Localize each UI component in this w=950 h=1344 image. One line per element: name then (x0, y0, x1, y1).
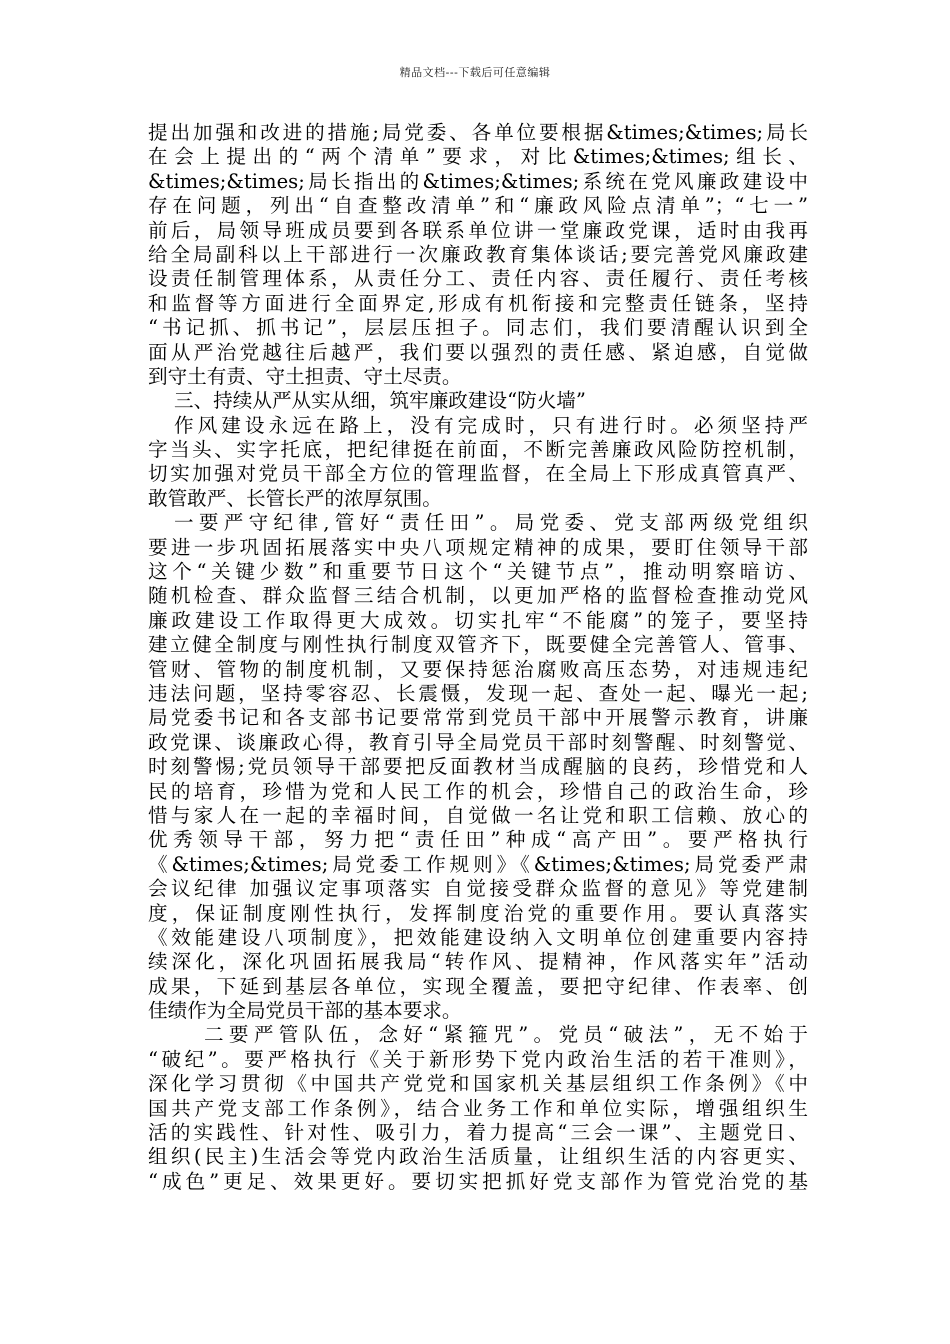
text-line: 组织(民主)生活会等党内政治生活质量，让组织生活的内容更实、 (148, 1145, 808, 1169)
text-line: 惜与家人在一起的幸福时间，自觉做一名让党和职工信赖、放心的 (148, 803, 808, 827)
text-line: 《效能建设八项制度》，把效能建设纳入文明单位创建重要内容持 (148, 925, 808, 949)
text-line: 给全局副科以上干部进行一次廉政教育集体谈话;要完善党风廉政建 (148, 242, 808, 266)
text-line: 佳绩作为全局党员干部的基本要求。 (148, 999, 462, 1023)
page-header: 精品文档---下载后可任意编辑 (399, 66, 551, 79)
text-line: “破纪”。要严格执行《关于新形势下党内政治生活的若干准则》， (148, 1047, 808, 1071)
document-body (148, 121, 808, 1194)
text-line: 会议纪律 加强议定事项落实 自觉接受群众监督的意见》等党建制 (148, 877, 808, 901)
text-line: 要进一步巩固拓展落实中央八项规定精神的成果，要盯住领导干部 (148, 535, 808, 559)
text-line: 三、持续从严从实从细，筑牢廉政建设“防火墙” (174, 389, 586, 413)
text-line: 到守土有责、守土担责、守土尽责。 (148, 364, 462, 388)
text-line: 续深化，深化巩固拓展我局“转作风、提精神，作风落实年”活动 (148, 950, 808, 974)
text-line: 二要严管队伍，念好“紧箍咒”。党员“破法”，无不始于 (204, 1023, 808, 1047)
text-line: 设责任制管理体系，从责任分工、责任内容、责任履行、责任考核 (148, 267, 808, 291)
text-line: 在会上提出的“两个清单”要求，对比&times;&times;组长、 (148, 145, 808, 169)
text-line: “书记抓、抓书记”，层层压担子。同志们，我们要清醒认识到全 (148, 316, 808, 340)
text-line: 时刻警惕;党员领导干部要把反面教材当成醒脑的良药，珍惜党和人 (148, 755, 808, 779)
text-line: 优秀领导干部，努力把“责任田”种成“高产田”。要严格执行 (148, 828, 808, 852)
text-line: 局党委书记和各支部书记要常常到党员干部中开展警示教育，讲廉 (148, 706, 808, 730)
text-line: 字当头、实字托底，把纪律挺在前面，不断完善廉政风险防控机制， (148, 438, 808, 462)
text-line: 一要严守纪律,管好“责任田”。局党委、党支部两级党组织 (174, 511, 808, 535)
text-line: &times;&times;局长指出的&times;&times;系统在党风廉政建设中 (148, 169, 808, 193)
text-line: 国共产党支部工作条例》，结合业务工作和单位实际，增强组织生 (148, 1096, 808, 1120)
text-line: 《&times;&times;局党委工作规则》《&times;&times;局党委严肃 (148, 852, 808, 876)
text-line: 廉政建设工作取得更大成效。切实扎牢“不能腐”的笼子，要坚持 (148, 608, 808, 632)
text-line: 政党课、谈廉政心得，教育引导全局党员干部时刻警醒、时刻警觉、 (148, 730, 808, 754)
text-line: 前后，局领导班成员要到各联系单位讲一堂廉政党课，适时由我再 (148, 218, 808, 242)
text-line: 敢管敢严、长管长严的浓厚氛围。 (148, 486, 442, 510)
text-line: 度，保证制度刚性执行，发挥制度治党的重要作用。要认真落实 (148, 901, 808, 925)
text-line: 违法问题，坚持零容忍、长震慑，发现一起、查处一起、曝光一起; (148, 681, 808, 705)
text-line: 建立健全制度与刚性执行制度双管齐下，既要健全完善管人、管事、 (148, 633, 808, 657)
text-line: 深化学习贯彻《中国共产党党和国家机关基层组织工作条例》《中 (148, 1072, 808, 1096)
text-line: 管财、管物的制度机制，又要保持惩治腐败高压态势，对违规违纪 (148, 657, 808, 681)
text-line: 这个“关键少数”和重要节日这个“关键节点”，推动明察暗访、 (148, 560, 808, 584)
text-line: 活的实践性、针对性、吸引力，着力提高“三会一课”、主题党日、 (148, 1121, 808, 1145)
text-line: 作风建设永远在路上，没有完成时，只有进行时。必须坚持严 (174, 413, 808, 437)
text-line: 存在问题，列出“自查整改清单”和“廉政风险点清单”；“七一” (148, 194, 808, 218)
text-line: 随机检查、群众监督三结合机制，以更加严格的监督检查推动党风 (148, 584, 808, 608)
text-line: 和监督等方面进行全面界定,形成有机衔接和完整责任链条，坚持 (148, 291, 808, 315)
text-line: 成果，下延到基层各单位，实现全覆盖，要把守纪律、作表率、创 (148, 974, 808, 998)
text-line: 提出加强和改进的措施;局党委、各单位要根据&times;&times;局长 (148, 121, 808, 144)
text-line: 民的培育，珍惜为党和人民工作的机会，珍惜自己的政治生命，珍 (148, 779, 808, 803)
text-line: 面从严治党越往后越严，我们要以强烈的责任感、紧迫感，自觉做 (148, 340, 808, 364)
text-line: “成色”更足、效果更好。要切实把抓好党支部作为管党治党的基 (148, 1169, 808, 1193)
text-line: 切实加强对党员干部全方位的管理监督，在全局上下形成真管真严、 (148, 462, 808, 486)
